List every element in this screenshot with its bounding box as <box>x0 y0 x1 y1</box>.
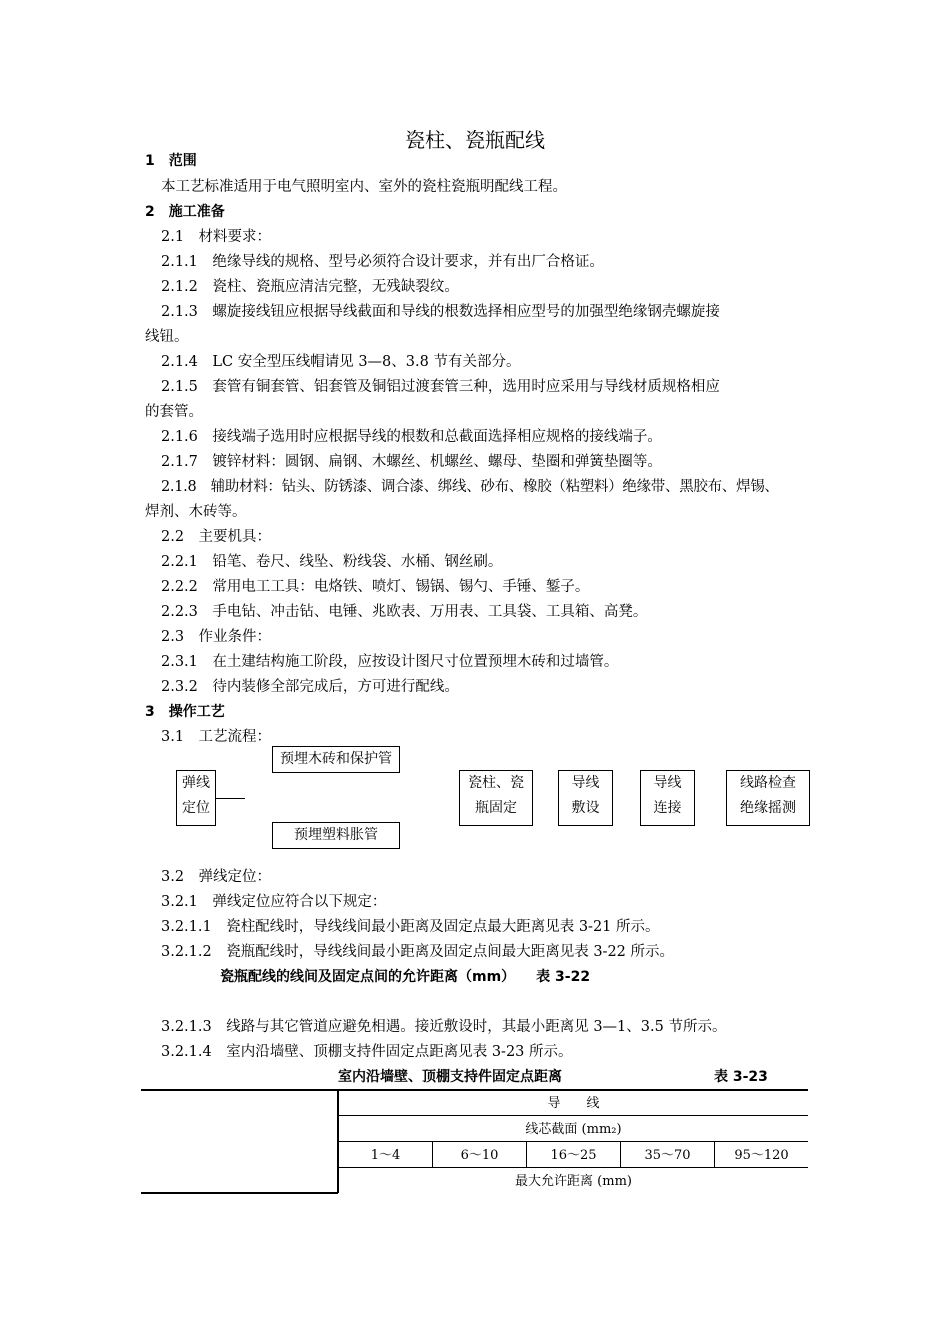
table-rule <box>339 1115 808 1116</box>
clause-2-1-8: 2.1.8 辅助材料：钻头、防锈漆、调合漆、绑线、砂布、橡胶（粘塑料）绝缘带、黑胶布、焊锡、 <box>161 479 779 495</box>
table-column-header: 35～70 <box>644 1148 691 1163</box>
clause-2-3-2: 2.3.2 待内装修全部完成后，方可进行配线。 <box>161 679 459 695</box>
flow-step-insulator-fixing: 瓷柱、瓷 瓶固定 <box>459 770 533 826</box>
clause-2-2-3: 2.2.3 手电钻、冲击钻、电锤、兆欧表、万用表、工具袋、工具箱、高凳。 <box>161 604 648 620</box>
clause-2-1-3: 2.1.3 螺旋接线钮应根据导线截面和导线的根数选择相应型号的加强型绝缘钢壳螺旋接 <box>161 304 720 320</box>
clause-2-2: 2.2 主要机具： <box>161 529 272 545</box>
table-rule <box>339 1141 808 1142</box>
clause-2-2-1: 2.2.1 铅笔、卷尺、线坠、粉线袋、水桶、钢丝刷。 <box>161 554 503 570</box>
flow-step-line-marking: 弹线 定位 <box>176 770 216 826</box>
clause-2-1-4: 2.1.4 LC 安全型压线帽请见 3—8、3.8 节有关部分。 <box>161 354 521 370</box>
section-3-heading: 3 操作工艺 <box>145 704 225 720</box>
table-rule <box>339 1167 808 1168</box>
clause-2-1-6: 2.1.6 接线端子选用时应根据导线的根数和总截面选择相应规格的接线端子。 <box>161 429 662 445</box>
clause-3-2-1-2: 3.2.1.2 瓷瓶配线时，导线线间最小距离及固定点间最大距离见表 3-22 所示。 <box>161 944 675 960</box>
table-column-header: 16～25 <box>550 1148 597 1163</box>
clause-2-1-1: 2.1.1 绝缘导线的规格、型号必须符合设计要求，并有出厂合格证。 <box>161 254 604 270</box>
flow-step-wire-connection: 导线 连接 <box>640 770 695 826</box>
clause-2-1-5-cont: 的套管。 <box>145 404 203 420</box>
section-2-heading: 2 施工准备 <box>145 204 225 220</box>
clause-2-1-8-cont: 焊剂、木砖等。 <box>145 504 247 520</box>
clause-3-2: 3.2 弹线定位： <box>161 869 272 885</box>
flow-step-embed-plastic-anchor: 预埋塑料胀管 <box>272 822 400 849</box>
table-column-header: 6～10 <box>460 1148 499 1163</box>
flow-step-inspection: 线路检查 绝缘摇测 <box>726 770 810 826</box>
clause-2-1-2: 2.1.2 瓷柱、瓷瓶应清洁完整，无残缺裂纹。 <box>161 279 459 295</box>
clause-2-1-3-cont: 线钮。 <box>145 329 189 345</box>
clause-2-3: 2.3 作业条件： <box>161 629 272 645</box>
flow-step-embed-wood-brick: 预埋木砖和保护管 <box>272 746 400 773</box>
clause-3-1: 3.1 工艺流程： <box>161 729 272 745</box>
clause-2-1-7: 2.1.7 镀锌材料：圆钢、扁钢、木螺丝、机螺丝、螺母、垫圈和弹簧垫圈等。 <box>161 454 662 470</box>
clause-2-2-2: 2.2.2 常用电工工具：电烙铁、喷灯、锡锅、锡勺、手锤、錾子。 <box>161 579 590 595</box>
table-footer-max-distance: 最大允许距离 (mm) <box>515 1174 632 1189</box>
clause-2-1: 2.1 材料要求： <box>161 229 272 245</box>
table-3-23-caption: 室内沿墙壁、顶棚支持件固定点距离 <box>338 1069 562 1085</box>
flow-step-wire-laying: 导线 敷设 <box>558 770 613 826</box>
clause-3-2-1-4: 3.2.1.4 室内沿墙壁、顶棚支持件固定点距离见表 3-23 所示。 <box>161 1044 573 1060</box>
flow-connector <box>216 798 245 799</box>
clause-2-1-5: 2.1.5 套管有铜套管、铝套管及铜铝过渡套管三种，选用时应采用与导线材质规格相应 <box>161 379 720 395</box>
table-stub-bottom-rule <box>141 1192 338 1194</box>
clause-2-3-1: 2.3.1 在土建结构施工阶段，应按设计图尺寸位置预埋木砖和过墙管。 <box>161 654 619 670</box>
clause-3-2-1-3: 3.2.1.3 线路与其它管道应避免相遇。接近敷设时，其最小距离见 3—1、3.5 节所示。 <box>161 1019 727 1035</box>
table-top-rule <box>141 1089 808 1091</box>
table-header-cross-section: 线芯截面 (mm₂) <box>525 1122 622 1137</box>
table-header-conductor: 导 线 <box>547 1096 600 1111</box>
table-3-23-number: 表 3-23 <box>714 1069 768 1085</box>
clause-3-2-1-1: 3.2.1.1 瓷柱配线时，导线线间最小距离及固定点最大距离见表 3-21 所示。 <box>161 919 660 935</box>
page-title: 瓷柱、瓷瓶配线 <box>405 128 545 152</box>
table-3-22-caption: 瓷瓶配线的线间及固定点间的允许距离（mm） 表 3-22 <box>220 969 591 985</box>
table-column-header: 1～4 <box>370 1148 401 1163</box>
section-1-text: 本工艺标准适用于电气照明室内、室外的瓷柱瓷瓶明配线工程。 <box>161 179 567 195</box>
table-column-header: 95～120 <box>734 1148 789 1163</box>
clause-3-2-1: 3.2.1 弹线定位应符合以下规定： <box>161 894 387 910</box>
section-1-heading: 1 范围 <box>145 153 197 169</box>
